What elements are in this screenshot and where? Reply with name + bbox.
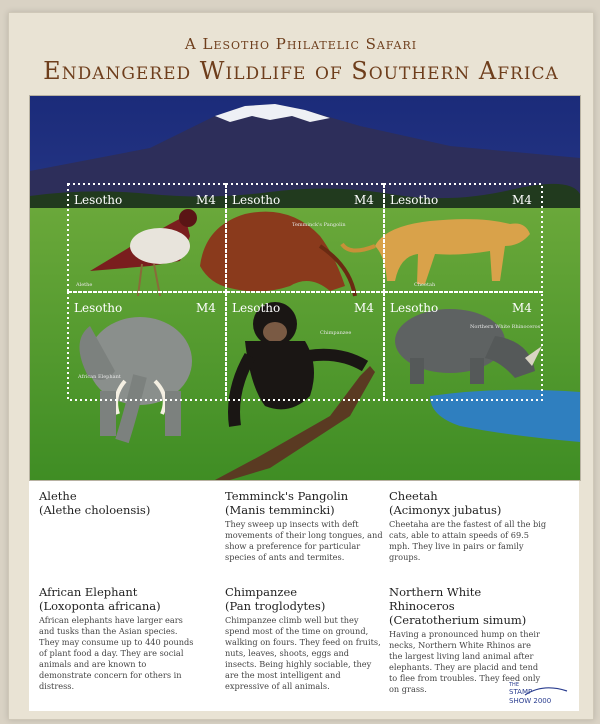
stamp-country: Lesotho xyxy=(390,193,439,207)
stamp-caption: Alethe xyxy=(76,282,93,288)
scientific-name: (Pan troglodytes) xyxy=(225,599,326,613)
sheet-title: Endangered Wildlife of Southern Africa xyxy=(43,57,559,85)
stamp-country: Lesotho xyxy=(232,301,281,315)
description-elephant xyxy=(39,585,197,692)
animal-name: Northern White Rhinoceros xyxy=(389,585,482,613)
animal-name: Alethe xyxy=(39,489,77,503)
stamp-value: M4 xyxy=(354,193,374,207)
animal-name: Chimpanzee xyxy=(225,585,298,599)
animal-description: Having a pronounced hump on their necks, Northern White Rhinos are the largest living land animal after elephants. They are placid and tend to flee from troubles. They feed only on grass. xyxy=(389,629,541,694)
souvenir-sheet xyxy=(8,12,594,720)
description-pangolin xyxy=(225,489,383,563)
animal-name: Cheetah xyxy=(389,489,438,503)
description-alethe xyxy=(39,489,197,519)
stamp-country: Lesotho xyxy=(232,193,281,207)
stamp-value: M4 xyxy=(354,301,374,315)
svg-text:STAMP: STAMP xyxy=(509,688,533,696)
svg-text:THE: THE xyxy=(509,682,519,688)
animal-description: African elephants have larger ears and tusks than the Asian species. They may consume up to 440 pounds of plant food a day. They are social animals and are known to demonstrate concern for others in distress. xyxy=(39,615,194,691)
stamp-show-2000-logo xyxy=(507,679,579,707)
stamp-value: M4 xyxy=(512,193,532,207)
scene-illustration xyxy=(30,96,580,480)
animal-description: They sweep up insects with deft movements of their long tongues, and show a preference for particular species of ants and termites. xyxy=(225,519,383,562)
stamp-caption: Chimpanzee xyxy=(320,330,352,336)
stamp-country: Lesotho xyxy=(74,193,123,207)
scientific-name: (Loxoponta africana) xyxy=(39,599,161,613)
descriptions-panel xyxy=(29,481,579,711)
stamp-value: M4 xyxy=(196,193,216,207)
animal-description: Chimpanzee climb well but they spend most of the time on ground, walking on fours. They feed on fruits, nuts, leaves, shoots, eggs and insects. Being highly sociable, they are the most intelligent and expressive of all animals. xyxy=(225,615,381,691)
description-chimpanzee xyxy=(225,585,383,692)
scientific-name: (Acimonyx jubatus) xyxy=(389,503,502,517)
scientific-name: (Ceratotherium simum) xyxy=(389,613,527,627)
animal-name: African Elephant xyxy=(39,585,138,599)
stamp-scene xyxy=(29,95,581,481)
animal-description: Cheetaha are the fastest of all the big cats, able to attain speeds of 69.5 mph. They live in pairs or family groups. xyxy=(389,519,547,562)
stamp-country: Lesotho xyxy=(390,301,439,315)
scientific-name: (Alethe choloensis) xyxy=(39,503,151,517)
stamp-country: Lesotho xyxy=(74,301,123,315)
stamp-caption: Northern White Rhinoceros xyxy=(470,324,541,330)
scientific-name: (Manis temmincki) xyxy=(225,503,335,517)
description-cheetah xyxy=(389,489,547,563)
stamp-value: M4 xyxy=(196,301,216,315)
stamp-caption: Cheetah xyxy=(414,282,436,288)
svg-text:SHOW 2000: SHOW 2000 xyxy=(509,697,552,705)
sheet-subtitle: A Lesotho Philatelic Safari xyxy=(184,35,418,53)
stamp-caption: African Elephant xyxy=(78,374,121,380)
stamp-value: M4 xyxy=(512,301,532,315)
stamp-caption: Temminck's Pangolin xyxy=(292,222,346,228)
animal-name: Temminck's Pangolin xyxy=(225,489,349,503)
